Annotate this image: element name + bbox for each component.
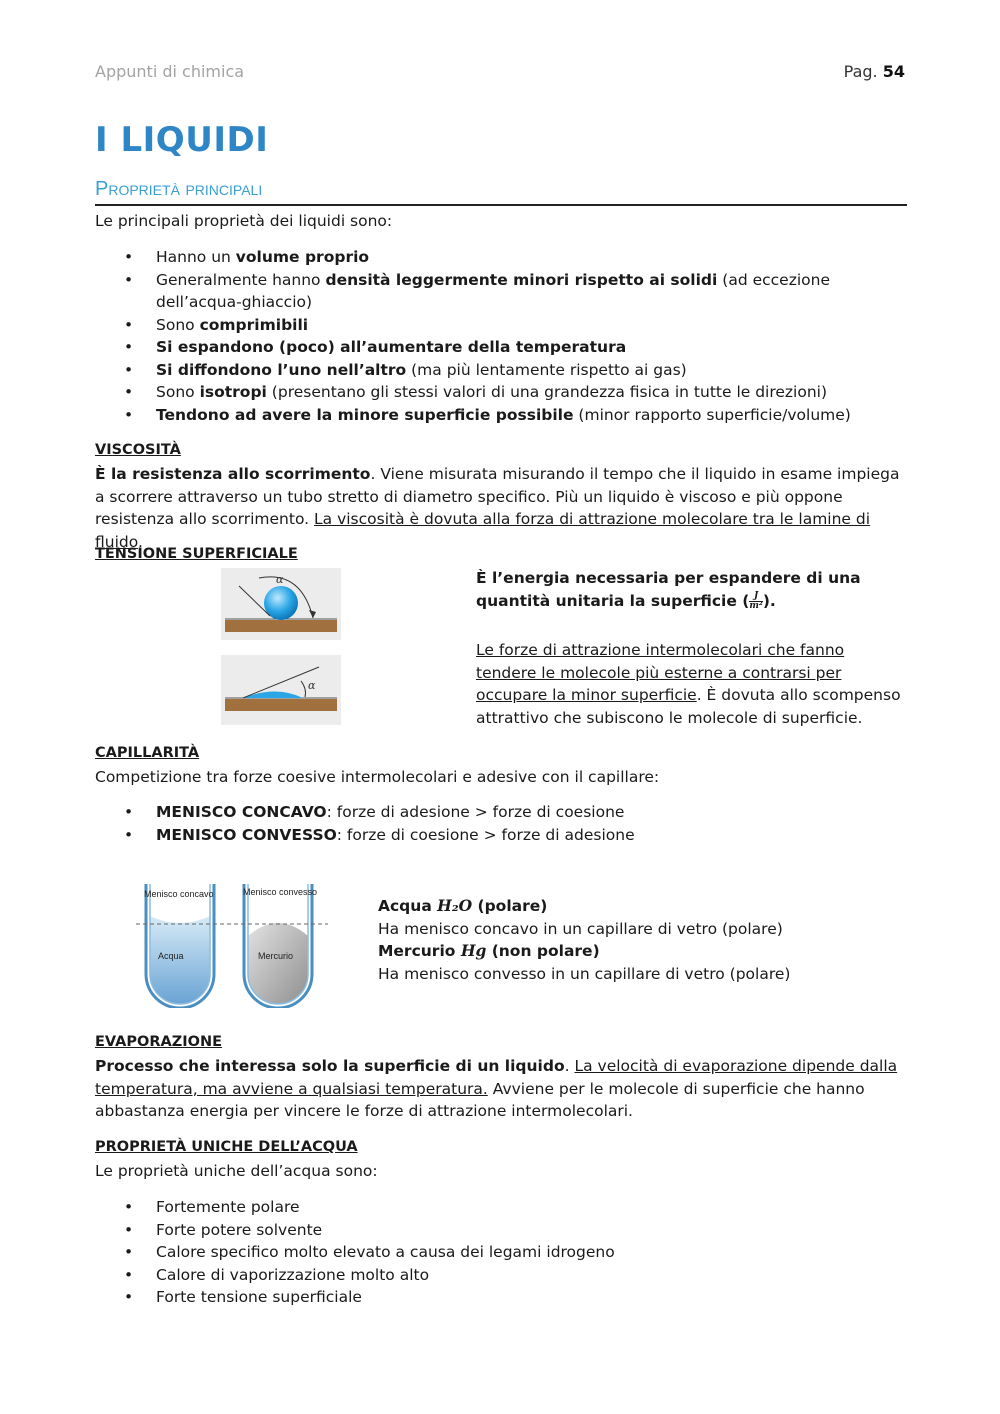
angle-label: α: [308, 679, 316, 692]
section-heading-acqua: PROPRIETÀ UNICHE DELL’ACQUA: [95, 1139, 358, 1155]
acqua-text: Ha menisco concavo in un capillare di vetro (polare): [378, 919, 783, 938]
contact-angle-drop-image: [221, 568, 341, 640]
capillarita-intro: Competizione tra forze coesive intermolecolari e adesive con il capillare:: [95, 768, 660, 786]
acqua-line: Acqua H₂O (polare): [378, 896, 548, 915]
document-header-title: Appunti di chimica: [95, 62, 245, 81]
evaporazione-paragraph: Processo che interessa solo la superficie di un liquido. La velocità di evaporazione dipende dalla temperatura, ma avviene a qualsiasi temperatura. Avviene per le molecole di superficie che hanno abbastanza energia per vincere le forze di attrazione intermolecolari.: [95, 1057, 898, 1120]
list-item: • Forte potere solvente: [95, 1219, 910, 1242]
label-mercurio: Mercurio: [258, 951, 294, 961]
list-item: • Si espandono (poco) all’aumentare della temperatura: [95, 336, 910, 359]
mercurio-text: Ha menisco convesso in un capillare di vetro (polare): [378, 964, 791, 983]
menisco-list: [95, 801, 910, 846]
section-heading-evaporazione: EVAPORAZIONE: [95, 1034, 222, 1050]
list-item: • Sono comprimibili: [95, 314, 910, 337]
tensione-paragraph: Le forze di attrazione intermolecolari che fanno tendere le molecole più esterne a contrarsi per occupare la minor superficie. È dovuta allo scompenso attrattivo che subiscono le molecole di superficie.: [476, 641, 901, 727]
list-item: • Si diffondono l’uno nell’altro (ma più lentamente rispetto ai gas): [95, 359, 910, 382]
list-item: • Sono isotropi (presentano gli stessi valori di una grandezza fisica in tutte le direzioni): [95, 381, 910, 404]
list-item: • Calore di vaporizzazione molto alto: [95, 1264, 910, 1287]
section-intro: Le principali proprietà dei liquidi sono:: [95, 212, 393, 230]
contact-angle-flat-image: [221, 655, 341, 725]
list-item: • Generalmente hanno densità leggermente minori rispetto ai solidi (ad eccezione dell’acqua-ghiaccio): [95, 269, 910, 314]
page-label: Pag.: [843, 62, 878, 81]
capillarita-explanation: [378, 895, 898, 985]
mercurio-line: Mercurio Hg (non polare): [378, 941, 600, 960]
list-item: • Forte tensione superficiale: [95, 1286, 910, 1309]
section-heading-viscosita: VISCOSITÀ: [95, 442, 181, 458]
list-item: • Fortemente polare: [95, 1196, 910, 1219]
list-item: • MENISCO CONVESSO: forze di coesione > forze di adesione: [95, 824, 910, 847]
list-item: • Hanno un volume proprio: [95, 246, 910, 269]
list-item: • Calore specifico molto elevato a causa dei legami idrogeno: [95, 1241, 910, 1264]
section-heading-capillarita: CAPILLARITÀ: [95, 745, 200, 761]
tensione-definition: È l’energia necessaria per espandere di una quantità unitaria la superficie ( $\frac{J}{\text{m²}}$ ).: [476, 569, 861, 611]
label-acqua: Acqua: [158, 951, 184, 961]
section-heading-tensione: TENSIONE SUPERFICIALE: [95, 546, 298, 562]
page-number-value: 54: [882, 62, 905, 81]
list-item: • Tendono ad avere la minore superficie possibile (minor rapporto superficie/volume): [95, 404, 910, 427]
page-number: [844, 62, 905, 81]
menisco-figure: [136, 876, 328, 1008]
list-item: • MENISCO CONCAVO: forze di adesione > forze di coesione: [95, 801, 910, 824]
acqua-intro: Le proprietà uniche dell’acqua sono:: [95, 1162, 378, 1180]
label-menisco-concavo: Menisco concavo: [144, 889, 214, 899]
page-title: I LIQUIDI: [95, 120, 269, 160]
properties-list: [95, 246, 910, 426]
label-menisco-convesso: Menisco convesso: [243, 887, 318, 897]
section-heading-proprieta: Proprietà principali: [95, 178, 907, 206]
angle-label: α: [276, 573, 284, 586]
water-properties-list: [95, 1196, 910, 1309]
viscosita-paragraph: È la resistenza allo scorrimento. Viene misurata misurando il tempo che il liquido in esame impiega a scorrere attraverso un tubo stretto di diametro specifico. Più un liquido è viscoso e più oppone resistenza allo scorrimento. La viscosità è dovuta alla forza di attrazione molecolare tra le lamine di fluido.: [95, 465, 900, 551]
